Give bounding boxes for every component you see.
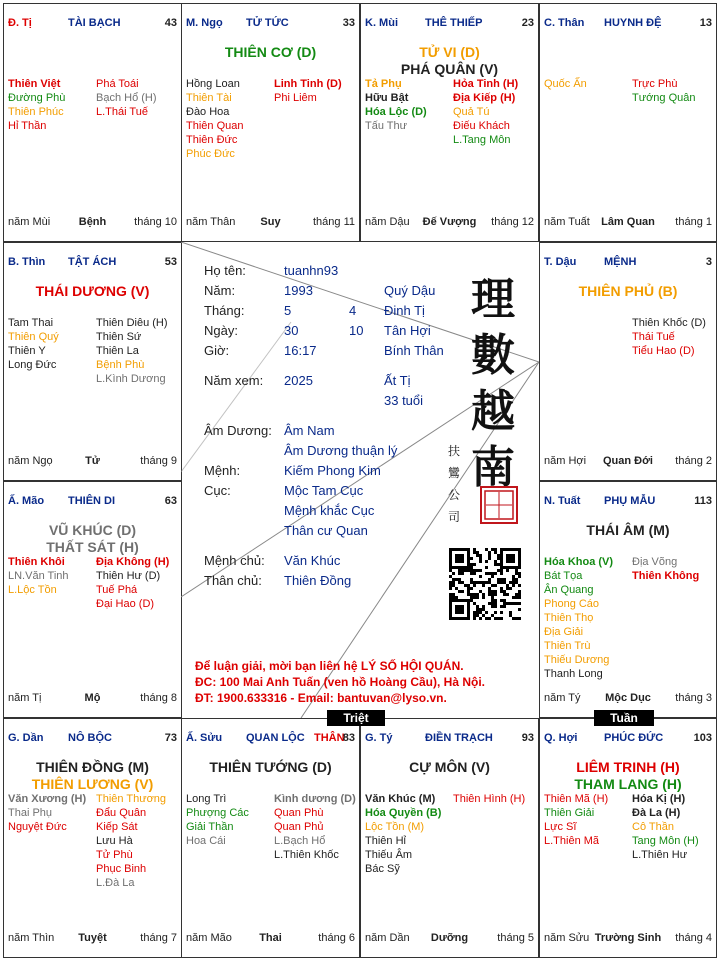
palace-branch: B. Thìn [8, 256, 46, 268]
day-label: Ngày: [204, 323, 238, 338]
minor-star: L.Tang Môn [453, 134, 511, 146]
minor-star: L.Thái Tuế [96, 106, 148, 118]
main-star: VŨ KHÚC (D) [48, 522, 137, 538]
minor-star: Văn Xương (H) [8, 793, 87, 805]
good-stars [186, 792, 276, 848]
main-stars [361, 44, 538, 78]
palace-number: 113 [694, 495, 712, 507]
main-stars [182, 44, 359, 61]
palace-footer [8, 932, 177, 946]
palace-month: tháng 3 [675, 692, 712, 704]
palace-stage: Bệnh [78, 216, 107, 228]
palace-month: tháng 2 [675, 455, 712, 467]
palace-stage: Mộc Dục [605, 692, 651, 704]
minor-star: Đà La (H) [632, 807, 681, 819]
minor-star: Địa Không (H) [96, 556, 170, 568]
palace-month: tháng 10 [134, 216, 177, 228]
bad-stars [274, 792, 364, 862]
minor-star: Thai Phụ [8, 807, 53, 819]
palace-header [8, 495, 177, 511]
palace-number: 33 [342, 17, 355, 29]
bad-stars [274, 77, 364, 105]
good-stars [365, 77, 455, 133]
minor-star: Đường Phù [8, 92, 66, 104]
bad-stars [632, 316, 720, 358]
palace-month: tháng 1 [675, 216, 712, 228]
bad-stars [632, 555, 720, 583]
palace-suu [181, 718, 360, 958]
palace-branch: T. Dậu [544, 256, 577, 268]
palace-tuat [539, 481, 717, 718]
palace-branch: C. Thân [544, 17, 585, 29]
main-star: THIÊN LƯƠNG (V) [31, 776, 154, 792]
palace-name: THIÊN DI [68, 495, 116, 507]
main-stars [4, 522, 181, 556]
palace-ty [3, 3, 182, 242]
minor-star: Quan Phủ [274, 821, 324, 833]
minor-star: Thiên Khôi [8, 556, 65, 568]
minor-star: Thiên Hỉ [365, 835, 406, 847]
palace-month: tháng 5 [497, 932, 534, 944]
minor-star: Địa Võng [632, 556, 678, 568]
minor-star: LN.Văn Tinh [8, 570, 69, 582]
minor-star: L.Kình Dương [96, 373, 166, 385]
palace-year: năm Dậu [365, 216, 410, 228]
than-marker: THÂN [314, 732, 345, 744]
bad-stars [453, 77, 543, 147]
main-star: THIÊN PHỦ (B) [578, 283, 678, 299]
minor-star: Quan Phù [274, 807, 324, 819]
minor-star: L.Thiên Mã [544, 835, 600, 847]
palace-branch: G. Tý [365, 732, 393, 744]
palace-mui [360, 3, 539, 242]
main-stars [4, 283, 181, 300]
main-star: THIÊN CƠ (D) [224, 44, 317, 60]
minor-star: Thiên Khốc (D) [632, 317, 706, 329]
palace-month: tháng 4 [675, 932, 712, 944]
day-value: 30 [284, 323, 299, 338]
palace-branch: G. Dần [8, 732, 44, 744]
minor-star: Thiên Không [632, 570, 700, 582]
year-value: 1993 [284, 283, 313, 298]
minor-star: Tả Phụ [365, 78, 402, 90]
minor-star: Quả Tú [453, 106, 490, 118]
calligraphy-text: 理數越南 [471, 274, 515, 493]
palace-footer [365, 216, 534, 230]
qr-code[interactable] [449, 548, 521, 620]
palace-year: năm Sửu [544, 932, 590, 944]
minor-star: Đại Hao (D) [96, 598, 155, 610]
palace-footer [544, 692, 712, 706]
hour-label: Giờ: [204, 343, 230, 358]
minor-star: Thiên Giải [544, 807, 595, 819]
minor-star: L.Bạch Hổ [274, 835, 326, 847]
palace-year: năm Tị [8, 692, 42, 704]
minor-star: Kiếp Sát [96, 821, 138, 833]
menh-value: Kiếm Phong Kim [284, 463, 381, 478]
minor-star: Điếu Khách [453, 120, 510, 132]
main-star: THÁI DƯƠNG (V) [35, 283, 150, 299]
palace-name: TỬ TỨC [246, 17, 289, 29]
palace-year: năm Tuất [544, 216, 590, 228]
palace-ti [360, 718, 539, 958]
bad-stars [96, 316, 186, 386]
palace-stage: Tuyệt [78, 932, 107, 944]
calligraphy [468, 272, 528, 496]
menhchu-value: Văn Khúc [284, 553, 341, 568]
qr-code-icon [449, 548, 521, 620]
minor-star: Lộc Tồn (M) [365, 821, 425, 833]
minor-star: L.Đà La [96, 877, 135, 889]
minor-star: Thái Tuế [632, 331, 675, 343]
day-lunar: 10 [349, 323, 364, 338]
minor-star: Tấu Thư [365, 120, 408, 132]
good-stars [8, 77, 98, 133]
good-stars [8, 555, 98, 597]
contact-address: ĐC: 100 Mai Anh Tuấn (ven hồ Hoàng Cầu), Hà Nội. [195, 675, 486, 689]
palace-stage: Tử [85, 455, 100, 467]
view-year-label: Năm xem: [204, 373, 264, 388]
contact-line-1: Để luận giải, mời bạn liên hệ LÝ SỐ HỘI QUÁN. [195, 659, 464, 673]
palace-stage: Trường Sinh [594, 932, 662, 944]
minor-star: L.Lộc Tồn [8, 584, 57, 596]
bad-stars [96, 555, 186, 611]
good-stars [544, 792, 634, 848]
palace-dau [539, 242, 717, 481]
thanchu-label: Thân chủ: [204, 573, 262, 588]
tuan-tag: Tuần [594, 710, 654, 726]
palace-header [8, 17, 177, 33]
day-can: Tân Hợi [384, 323, 431, 338]
main-star: THÁI ÂM (M) [586, 522, 670, 538]
minor-star: Thiên Quý [8, 331, 59, 343]
palace-footer [544, 455, 712, 469]
palace-number: 93 [521, 732, 534, 744]
cuc-note-2: Thân cư Quan [284, 523, 368, 538]
main-star: THAM LANG (H) [574, 776, 682, 792]
palace-header [186, 17, 355, 33]
good-stars [544, 555, 634, 681]
palace-header [544, 256, 712, 272]
minor-star: Tuế Phá [96, 584, 138, 596]
main-star: THIÊN TƯỚNG (D) [209, 759, 332, 775]
minor-star: Hóa Quyền (B) [365, 807, 442, 819]
main-star: PHÁ QUÂN (V) [400, 61, 499, 77]
palace-year: năm Dần [365, 932, 410, 944]
palace-number: 83 [342, 732, 355, 744]
minor-star: Hỉ Thần [8, 120, 47, 132]
main-star: LIÊM TRINH (H) [576, 759, 680, 775]
palace-thin [3, 242, 182, 481]
palace-name: PHỤ MẪU [604, 495, 656, 507]
palace-number: 43 [164, 17, 177, 29]
small-chars [448, 440, 462, 528]
minor-star: Phục Binh [96, 863, 147, 875]
palace-month: tháng 9 [140, 455, 177, 467]
palace-number: 103 [693, 732, 712, 744]
palace-mao [3, 481, 182, 718]
menhchu-label: Mệnh chủ: [204, 553, 265, 568]
cuc-value: Mộc Tam Cục [284, 483, 364, 498]
minor-star: Bát Tọa [544, 570, 583, 582]
minor-star: Tam Thai [8, 317, 54, 329]
minor-star: Hóa Khoa (V) [544, 556, 614, 568]
minor-star: Đẩu Quân [96, 807, 147, 819]
palace-month: tháng 11 [312, 216, 355, 228]
palace-stage: Thai [259, 932, 282, 944]
menh-label: Mệnh: [204, 463, 241, 478]
minor-star: Thiên Trù [544, 640, 591, 652]
minor-star: Thiên Quan [186, 120, 244, 132]
palace-stage: Đế Vượng [422, 216, 477, 228]
minor-star: L.Thiên Khốc [274, 849, 339, 861]
minor-star: Linh Tinh (D) [274, 78, 342, 90]
palace-month: tháng 8 [140, 692, 177, 704]
palace-branch: M. Ngọ [186, 17, 223, 29]
minor-star: Văn Khúc (M) [365, 793, 436, 805]
palace-number: 3 [705, 256, 712, 268]
palace-number: 63 [164, 495, 177, 507]
minor-star: Lực Sĩ [544, 821, 577, 833]
palace-header [8, 256, 177, 272]
minor-star: Trực Phù [632, 78, 678, 90]
palace-year: năm Mùi [8, 216, 51, 228]
palace-number: 23 [521, 17, 534, 29]
minor-star: Địa Giải [544, 626, 584, 638]
view-year-value: 2025 [284, 373, 313, 388]
minor-star: Phượng Các [186, 807, 249, 819]
main-stars [4, 759, 181, 793]
bad-stars [96, 77, 186, 119]
minor-star: Thiên Y [8, 345, 46, 357]
good-stars [365, 792, 455, 876]
month-label: Tháng: [204, 303, 245, 318]
view-year-can: Ất Tị [384, 373, 411, 388]
palace-name: TẬT ÁCH [68, 256, 117, 268]
palace-branch: Ấ. Sửu [186, 732, 223, 744]
palace-month: tháng 6 [318, 932, 355, 944]
minor-star: Bác Sỹ [365, 863, 400, 875]
palace-stage: Mộ [84, 692, 101, 704]
palace-branch: Ấ. Mão [8, 495, 45, 507]
minor-star: Quốc Ấn [544, 78, 587, 90]
minor-star: Thiên Tài [186, 92, 232, 104]
minor-star: Hồng Loan [186, 78, 240, 90]
minor-star: Thiên Thương [96, 793, 167, 805]
palace-year: năm Tý [544, 692, 581, 704]
small-chars-text: 扶鸞公司 [448, 444, 461, 524]
palace-year: năm Hợi [544, 455, 587, 467]
bad-stars [96, 792, 186, 890]
minor-star: Đào Hoa [186, 106, 230, 118]
palace-branch: Q. Hợi [544, 732, 578, 744]
minor-star: Bạch Hổ (H) [96, 92, 157, 104]
cuc-note-1: Mệnh khắc Cục [284, 503, 375, 518]
palace-name: HUYNH ĐỆ [604, 17, 662, 29]
palace-footer [544, 216, 712, 230]
palace-header [186, 732, 355, 748]
minor-star: Bệnh Phù [96, 359, 145, 371]
minor-star: Kình dương (D) [274, 793, 356, 805]
palace-footer [8, 455, 177, 469]
minor-star: Ân Quang [544, 584, 594, 596]
month-lunar: 4 [349, 303, 357, 318]
palace-month: tháng 7 [140, 932, 177, 944]
name-value: tuanhn93 [284, 263, 339, 278]
palace-header [544, 495, 712, 511]
palace-name: TÀI BẠCH [68, 17, 121, 29]
main-star: TỬ VI (D) [419, 44, 480, 60]
bad-stars [632, 792, 720, 862]
minor-star: Hỏa Tinh (H) [453, 78, 519, 90]
month-value: 5 [284, 303, 292, 318]
main-stars [540, 522, 716, 539]
minor-star: Thiên Phúc [8, 106, 64, 118]
palace-header [8, 732, 177, 748]
hour-value: 16:17 [284, 343, 317, 358]
minor-star: Giải Thần [186, 821, 234, 833]
palace-year: năm Thìn [8, 932, 55, 944]
palace-branch: Đ. Tị [8, 17, 32, 29]
amduong-label: Âm Dương: [204, 423, 272, 438]
minor-star: Thiên La [96, 345, 139, 357]
palace-number: 13 [699, 17, 712, 29]
hour-can: Bính Thân [384, 343, 444, 358]
minor-star: Hóa Kị (H) [632, 793, 686, 805]
palace-number: 53 [164, 256, 177, 268]
minor-star: Tang Môn (H) [632, 835, 699, 847]
palace-name: PHÚC ĐỨC [604, 732, 664, 744]
year-can: Quý Dậu [384, 283, 436, 298]
minor-star: Tướng Quân [632, 92, 696, 104]
minor-star: Cô Thần [632, 821, 674, 833]
palace-ngo [181, 3, 360, 242]
palace-name: ĐIỀN TRẠCH [425, 732, 493, 744]
minor-star: Tử Phù [96, 849, 133, 861]
minor-star: L.Thiên Hư [632, 849, 688, 861]
minor-star: Thiên Thọ [544, 612, 594, 624]
minor-star: Hữu Bật [365, 92, 409, 104]
minor-star: Phong Cáo [544, 598, 600, 610]
palace-branch: K. Mùi [365, 17, 398, 29]
minor-star: Thiên Sứ [96, 331, 142, 343]
thanchu-value: Thiên Đồng [284, 573, 352, 588]
palace-stage: Quan Đới [603, 455, 653, 467]
palace-name: MỆNH [604, 256, 637, 268]
main-star: THIÊN ĐỒNG (M) [36, 759, 149, 775]
minor-star: Nguyệt Đức [8, 821, 67, 833]
minor-star: Thiên Việt [8, 78, 61, 90]
palace-footer [365, 932, 534, 946]
palace-footer [544, 932, 712, 946]
bad-stars [632, 77, 720, 105]
age: 33 tuổi [384, 393, 424, 408]
minor-star: Phi Liêm [274, 92, 317, 104]
palace-branch: N. Tuất [544, 495, 581, 507]
minor-star: Địa Kiếp (H) [453, 92, 516, 104]
minor-star: Phá Toái [96, 78, 139, 90]
seal-stamp [480, 486, 518, 524]
main-stars [361, 759, 538, 776]
palace-footer [186, 932, 355, 946]
minor-star: Lưu Hà [96, 835, 133, 847]
main-stars [540, 759, 716, 793]
palace-month: tháng 12 [491, 216, 534, 228]
minor-star: Tiểu Hao (D) [632, 345, 695, 357]
palace-dan [3, 718, 182, 958]
palace-hoi [539, 718, 717, 958]
month-can: Đinh Tị [384, 303, 425, 318]
good-stars [544, 77, 634, 91]
minor-star: Long Đức [8, 359, 57, 371]
palace-footer [8, 216, 177, 230]
contact-phone-email: ĐT: 1900.633316 - Email: bantuvan@lyso.vn. [195, 691, 447, 705]
amduong-note: Âm Dương thuận lý [284, 443, 398, 458]
minor-star: Thiên Diêu (H) [96, 317, 168, 329]
triet-tag: Triệt [327, 710, 385, 726]
minor-star: Long Trì [186, 793, 227, 805]
palace-number: 73 [164, 732, 177, 744]
amduong-value: Âm Nam [284, 423, 335, 438]
good-stars [8, 316, 98, 372]
palace-name: NÔ BỘC [68, 732, 112, 744]
minor-star: Thiên Đức [186, 134, 238, 146]
good-stars [8, 792, 98, 834]
palace-year: năm Mão [186, 932, 232, 944]
minor-star: Hoa Cái [186, 835, 226, 847]
minor-star: Thanh Long [544, 668, 603, 680]
minor-star: Hóa Lộc (D) [365, 106, 427, 118]
minor-star: Thiếu Âm [365, 849, 413, 861]
palace-header [365, 732, 534, 748]
palace-year: năm Thân [186, 216, 236, 228]
cuc-label: Cục: [204, 483, 231, 498]
palace-footer [186, 216, 355, 230]
palace-stage: Lâm Quan [601, 216, 655, 228]
name-label: Họ tên: [204, 263, 246, 278]
main-stars [182, 759, 359, 776]
year-label: Năm: [204, 283, 236, 298]
minor-star: Phúc Đức [186, 148, 235, 160]
minor-star: Thiên Hư (D) [96, 570, 161, 582]
minor-star: Thiên Mã (H) [544, 793, 609, 805]
minor-star: Thiên Hình (H) [453, 793, 526, 805]
bad-stars [453, 792, 543, 806]
palace-stage: Suy [260, 216, 281, 228]
palace-footer [8, 692, 177, 706]
minor-star: Thiếu Dương [544, 654, 610, 666]
palace-year: năm Ngọ [8, 455, 53, 467]
good-stars [186, 77, 276, 161]
palace-name: THÊ THIẾP [425, 17, 483, 29]
main-star: CỰ MÔN (V) [409, 759, 490, 775]
palace-header [544, 17, 712, 33]
main-stars [540, 283, 716, 300]
palace-header [544, 732, 712, 748]
palace-stage: Dưỡng [430, 932, 469, 944]
palace-name: QUAN LỘC [246, 732, 305, 744]
palace-than [539, 3, 717, 242]
palace-header [365, 17, 534, 33]
main-star: THẤT SÁT (H) [46, 539, 139, 555]
